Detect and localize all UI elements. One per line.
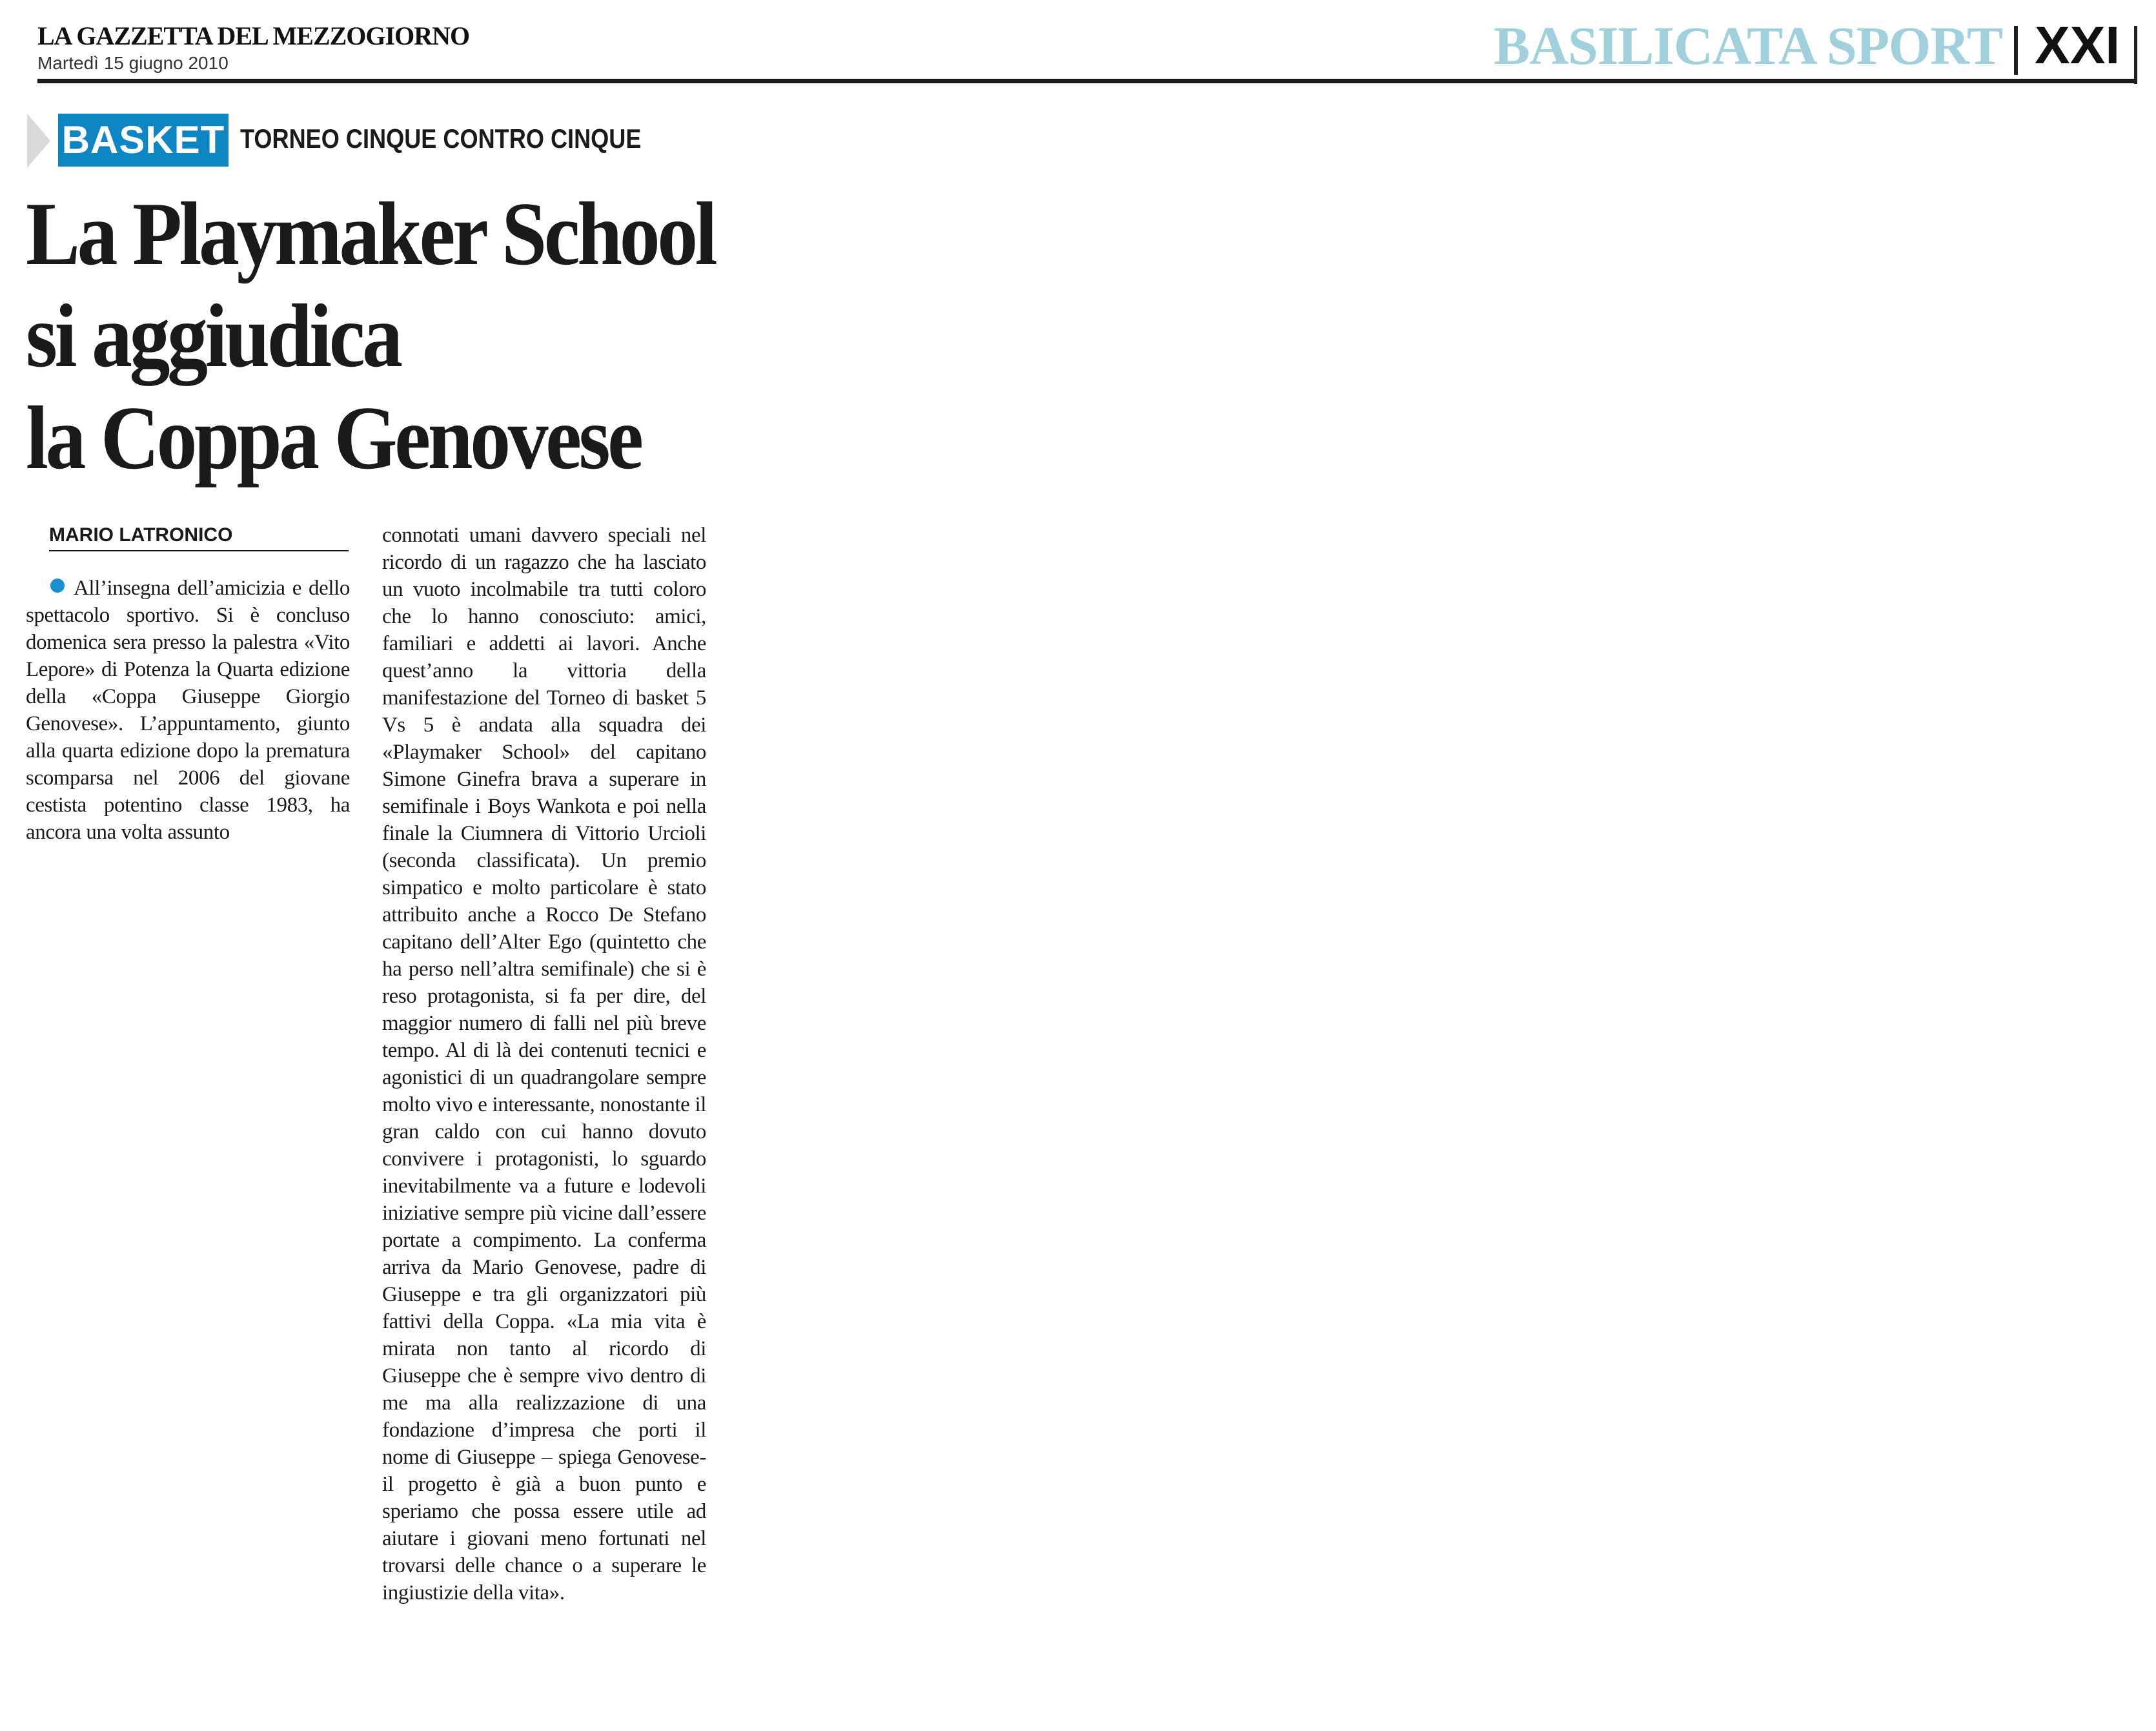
headline-line-3: la Coppa Genovese [26, 388, 641, 488]
header-rule [37, 79, 2137, 83]
article-text-2: connotati umani davvero speciali nel ricordo di un ragazzo che ha lasciato un vuoto incolmabile tra tutti coloro che lo hanno conosciuto: amici, familiari e addetti ai lavori. Anche quest’anno la vittoria della manifestazione del Torneo di basket 5 Vs 5 è andata alla squadra dei «Playmaker School» del capitano Simone Ginefra brava a superare in semifinale i Boys Wankota e poi nella finale la Ciumnera di Vittorio Urcioli (seconda classificata). Un premio simpatico e molto particolare è stato attribuito anche a Rocco De Stefano capitano dell’Alter Ego (quintetto che ha perso nell’altra semifinale) che si è reso protagonista, si fa per dire, del maggior numero di falli nel più breve tempo. Al di là dei contenuti tecnici e agonistici di un quadrangolare sempre molto vivo e interessante, nonostante il gran caldo con cui hanno dovuto convivere i protagonisti, lo sguardo inevitabilmente va a future e lodevoli iniziative sempre più vicine dall’essere portate a compimento. La conferma arriva da Mario Genovese, padre di Giuseppe e tra gli organizzatori più fattivi della Coppa. «La mia vita è mirata non tanto al ricordo di Giuseppe che è sempre vivo dentro di me ma alla realizzazione di una fondazione d’impresa che porti il nome di Giuseppe – spiega Genovese- il progetto è già a buon punto e speriamo che possa essere utile ad aiutare i giovani meno fortunati nel trovarsi delle chance o a superare le ingiustizie della vita». [382, 524, 706, 1604]
author-byline: MARIO LATRONICO [49, 523, 349, 551]
headline-line-2: si aggiudica [26, 286, 400, 386]
newspaper-name: LA GAZZETTA DEL MEZZOGIORNO [37, 21, 470, 50]
page-edge-rule [2134, 26, 2137, 84]
masthead [37, 23, 469, 74]
article-column-1 [26, 575, 350, 846]
article-headline [26, 183, 791, 489]
category-badge: BASKET [58, 114, 229, 167]
headline-line-1: La Playmaker School [26, 184, 715, 284]
section-title: BASILICATA SPORT [1494, 16, 2002, 76]
section-divider [2014, 26, 2018, 75]
issue-date: Martedì 15 giugno 2010 [37, 53, 229, 73]
page-number: XXI [2035, 16, 2120, 75]
kicker-arrow-icon [27, 114, 50, 168]
article-column-2 [382, 522, 706, 1606]
bullet-icon [50, 579, 65, 593]
article-text-1: All’insegna dell’amicizia e dello spettacolo sportivo. Si è concluso domenica sera presso la palestra «Vito Lepore» di Potenza la Quarta edizione della «Coppa Giuseppe Giorgio Genovese». L’appuntamento, giunto alla quarta edizione dopo la prematura scomparsa nel 2006 del giovane cestista potentino classe 1983, ha ancora una volta assunto [26, 577, 350, 844]
kicker-subtitle: TORNEO CINQUE CONTRO CINQUE [240, 123, 642, 154]
